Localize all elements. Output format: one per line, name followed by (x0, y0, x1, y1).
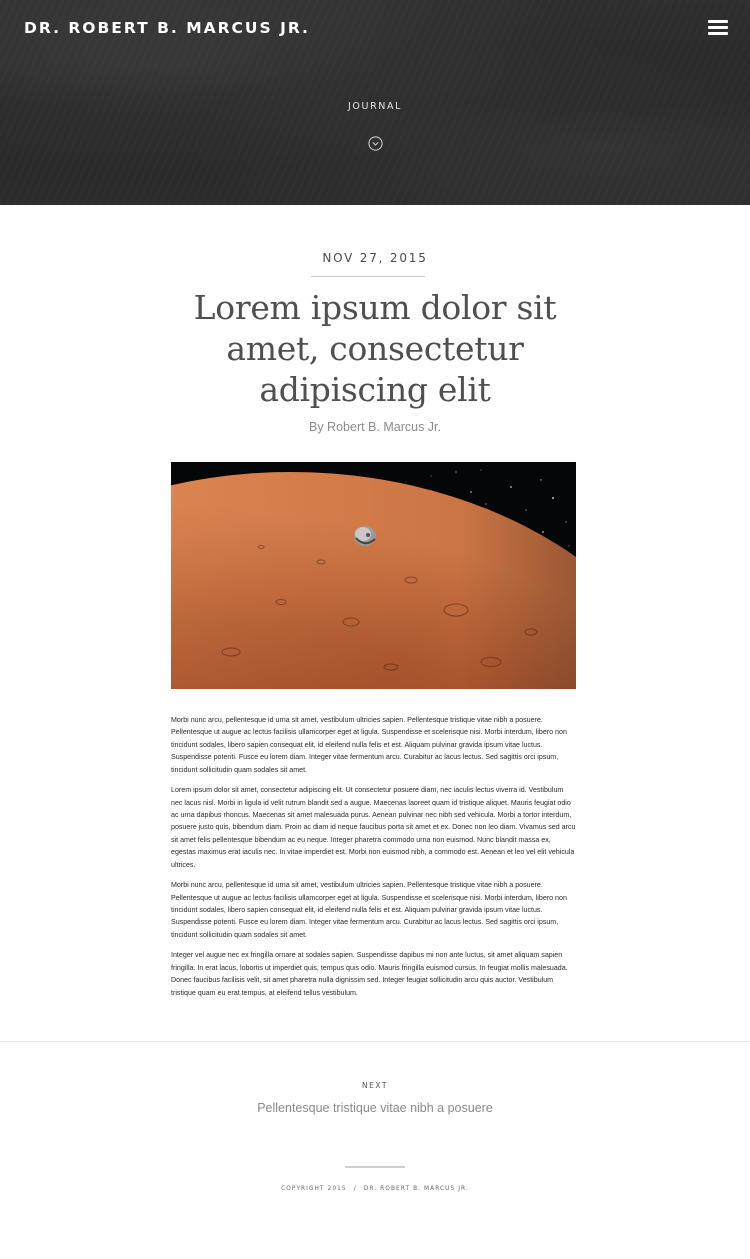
copyright-year: COPYRIGHT 2015 (281, 1186, 347, 1192)
post-title: Lorem ipsum dolor sit amet, consectetur adipiscing elit (193, 288, 557, 409)
copyright-owner[interactable]: DR. ROBERT B. MARCUS JR. (363, 1186, 469, 1192)
menu-bar-middle (708, 26, 728, 29)
date-divider (311, 276, 425, 277)
footer-divider (345, 1166, 405, 1168)
post-paragraph: Integer vel augue nec ex fringilla ornare at sodales sapien. Suspendisse dapibus mi non ante luctus, sit amet aliquam sapien fringilla. In erat lacus, lobortis ut imperdiet quis, tempus quis odio. Mauris fringilla euismod cursus. In feugiat mollis malesuada. Donec faucibus facilisis velit, sit amet pharetra nulla dignissim sed. Integer feugiat sollicitudin arcu quis auctor. Vestibulum tristique quam eu erat tempus, at eleifend tellus vestibulum. (171, 951, 568, 997)
copyright-separator: / (353, 1186, 357, 1192)
next-post-link[interactable]: Pellentesque tristique vitae nibh a posuere (257, 1101, 493, 1115)
post-body (171, 714, 576, 1007)
section-label: JOURNAL (348, 101, 402, 112)
site-title[interactable]: DR. ROBERT B. MARCUS JR. (24, 19, 310, 37)
copyright-text (0, 1186, 750, 1192)
post-paragraph: Morbi nunc arcu, pellentesque id urna sit amet, vestibulum ultricies sapien. Pellentesque tristique vitae nibh a posuere. Pellentesque ut augue ac lectus facilisis ullamcorper eget at ligula. Suspendisse et scelerisque nisi. Morbi interdum, libero non tincidunt sodales, libero sapien consequat elit, id eleifend nulla felis et est. Aliquam pulvinar gravida ipsum vitae luctus. Suspendisse potenti. Fusce eu lorem diam. Integer vitae fermentum arcu. Curabitur ac lacus lectus. Sed sagittis orci ipsum, tincidunt sollicitudin quam sodales sit amet. (171, 881, 567, 939)
post-author[interactable]: By Robert B. Marcus Jr. (309, 420, 441, 434)
hero-header (0, 0, 750, 205)
post-date: NOV 27, 2015 (322, 251, 428, 265)
menu-bar-bottom (708, 32, 728, 35)
section-divider (0, 1041, 750, 1042)
post-paragraph: Lorem ipsum dolor sit amet, consectetur adipiscing elit. Ut consectetur posuere diam, nec iaculis lectus viverra id. Vestibulum nec lacus nisl. Morbi in ligula id velit rutrum blandit sed a augue. Maecenas laoreet quam id tristique aliquet. Mauris feugiat odio ac urna dapibus rhoncus. Maecenas sit amet malesuada purus. Aenean pulvinar nec nibh sed vehicula. Morbi a tortor interdum, posuere justo quis, bibendum diam. Proin ac diam id neque faucibus porta sit amet et ex. Donec non leo diam. Vivamus sed arcu sit amet felis pellentesque bibendum ac eu neque. Integer pharetra commodo urna non euismod. Nunc blandit massa ex, egestas maximus erat iaculis nec. In vitae imperdiet est. Morbi non euismod nibh, a commodo est. Aenean et leo vel elit vehicula ultrices. (171, 786, 576, 869)
chevron-down-circle-icon[interactable] (368, 136, 383, 151)
menu-bar-top (708, 20, 728, 23)
featured-image-mars (171, 462, 576, 689)
next-label: NEXT (362, 1081, 388, 1090)
post-paragraph: Morbi nunc arcu, pellentesque id urna sit amet, vestibulum ultricies sapien. Pellentesque tristique vitae nibh a posuere. Pellentesque ut augue ac lectus facilisis ullamcorper eget at ligula. Suspendisse et scelerisque nisi. Morbi interdum, libero non tincidunt sodales, libero sapien consequat elit, id eleifend nulla felis et est. Aliquam pulvinar gravida ipsum vitae luctus. Suspendisse potenti. Fusce eu lorem diam. Integer vitae fermentum arcu. Curabitur ac lacus lectus. Sed sagittis orci ipsum, tincidunt sollicitudin quam sodales sit amet. (171, 716, 567, 774)
hamburger-menu-icon[interactable] (708, 20, 728, 36)
